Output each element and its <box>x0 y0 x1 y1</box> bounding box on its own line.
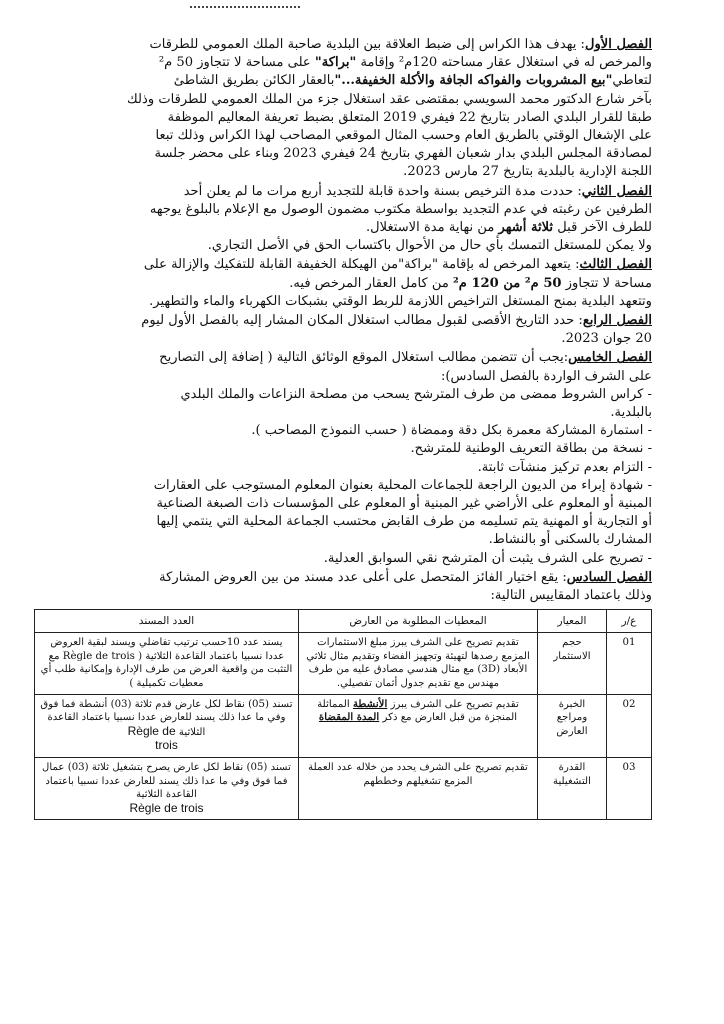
section-2: الفصل الثاني: حددت مدة الترخيص بسنة واحدة قابلة للتجديد أربع مرات ما لم يعلن أحد الطرفين عن رغبته في عدم التجديد بواسطة مكتوب مضمون الوصول مع الإعلام بالبلوغ يوجهه للطرف الآخر قبل ثلاثة أشهر من نهاية مدة الاستغلال. ولا يمكن للمستغل التمسك بأي حال من الأحوال باكتساب الحق في الأصل التجاري. <box>149 183 652 254</box>
section-5: الفصل الخامس:يجب أن تتضمن مطالب استغلال الموقع الوثائق التالية ( إضافة إلى التصاريح على الشرف الواردة بالفصل السادس): - كراس الشروط ممضى من طرف المترشح يسحب من مصلحة النزاعات والملك البلدي بالبلدية. - استمارة المشاركة معمرة بكل دقة وممضاة ( حسب النموذج المصاحب ). - نسخة من بطاقة التعريف الوطنية للمترشح. - التزام بعدم تركيز منشآت ثابتة. - شهادة إبراء من الديون الراجعة للجماعات المحلية بعنوان المعلوم المستوجب على العقارات المبنية أو المعلوم على الأراضي غير المبنية أو المعلوم على المؤسسات ذات الصبغة الصناعية أو التجارية أو المهنية يتم تسليمه من طرف القابض محتسب الجماعة المحلية التي ينتمي إليها المشارك بالسكنى أو بالنشاط. - تصريح على الشرف يثبت أن المترشح نقي السوابق العدلية. <box>78 349 652 567</box>
row-number: 03 <box>607 758 652 820</box>
list-item: - تصريح على الشرف يثبت أن المترشح نقي السوابق العدلية. <box>323 550 652 566</box>
section-2-label: الفصل الثاني <box>581 183 652 199</box>
header-requirement: المعطيات المطلوبة من العارض <box>299 610 538 633</box>
list-item: - نسخة من بطاقة التعريف الوطنية للمترشح. <box>410 441 652 457</box>
row-requirement: تقديم تصريح على الشرف يحدد من خلاله عدد العملة المزمع تشغيلهم وخططهم <box>299 758 538 820</box>
section-4: الفصل الرابع: حدد التاريخ الأقصى لقبول مطالب استغلال المكان المشار إليه بالفصل الأول ليوم 20 جوان 2023. <box>141 313 652 347</box>
row-criterion: القدرة التشغيلية <box>538 758 607 820</box>
list-item: - استمارة المشاركة معمرة بكل دقة وممضاة ( حسب النموذج المصاحب ). <box>251 423 652 439</box>
row-score: تسند (05) نقاط لكل عارض يصرح بتشغيل ثلاثة (03) عمال فما فوق وفي ما عدا ذلك يسند للعارض عددا نسبيا باعتماد القاعدة الثلاثية Règle de trois <box>35 758 299 820</box>
table-row <box>35 694 652 757</box>
section-4-label: الفصل الرابع <box>582 313 652 329</box>
row-requirement: تقديم تصريح على الشرف يبرز الأنشطة المماثلة المنجزة من قبل العارض مع ذكر المدة المقضاة <box>299 694 538 757</box>
row-number: 01 <box>607 633 652 694</box>
row-criterion: الخبرة ومراجع العارض <box>538 694 607 757</box>
list-item: - كراس الشروط ممضى من طرف المترشح يسحب من مصلحة النزاعات والملك البلدي <box>180 386 652 402</box>
row-number: 02 <box>607 694 652 757</box>
section-1-label: الفصل الأول <box>584 37 652 52</box>
header-score: العدد المسند <box>35 610 299 633</box>
table-header-row <box>35 610 652 633</box>
table-row <box>35 758 652 820</box>
section-5-label: الفصل الخامس <box>568 350 652 366</box>
list-item: - التزام بعدم تركيز منشآت ثابتة. <box>477 459 652 475</box>
section-3: الفصل الثالث: يتعهد المرخص له بإقامة "براكة"من الهيكلة الخفيفة القابلة للتفكيك والإزالة على مساحة لا تتجاوز 50 م² من 120 م² من كامل العقار المرخص فيه. وتتعهد البلدية بمنح المستغل التراخيص اللازمة للربط الوقتي بشبكات الكهرباء والماء والتطهير. <box>143 257 652 309</box>
row-requirement: تقديم تصريح على الشرف يبرز مبلغ الاستثمارات المزمع رصدها لتهيئة وتجهيز الفضاء وتقديم مثال ثلاثي الأبعاد (3D) مع مثال هندسي مصادق عليه من طرف مهندس مع تقديم جدول أثمان تفصيلي. <box>299 633 538 694</box>
section-6-label: الفصل السادس <box>566 569 652 585</box>
row-score: يسند عدد 10حسب ترتيب تفاضلي ويسند لبقية العروض عددا نسبيا باعتماد القاعدة الثلاثية ( Règle de trois مع التثبت من واقعية العرض من طرف الإدارة وإمكانية طلب أي معطيات تكميلية ) <box>35 633 299 694</box>
section-3-label: الفصل الثالث <box>579 257 652 273</box>
row-criterion: حجم الاستثمار <box>538 633 607 694</box>
scan-artifact <box>190 0 300 8</box>
list-item: - شهادة إبراء من الديون الراجعة للجماعات المحلية بعنوان المعلوم المستوجب على العقارات <box>153 477 652 493</box>
section-1: الفصل الأول: يهدف هذا الكراس إلى ضبط العلاقة بين البلدية صاحبة الملك العمومي للطرقات والمرخص له في استغلال عقار مساحته 120م² وإقامة "براكة" على مساحة لا تتجاوز 50 م² لتعاطي"بيع المشروبات والفواكه الجافة والأكلة الخفيفة..."بالعقار الكائن بطريق الشاطئ بآخر شارع الدكتور محمد السويسي بمقتضى عقد استغلال جزء من الملك العمومي للطرقات وذلك طبقا للقرار البلدي الصادر بتاريخ 22 فيفري 2019 المتعلق بضبط تعريفة المعاليم الموظفة على الإشغال الوقتي بالطريق العام وحسب المثال الموقعي المصاحب لهذا الكراس وذلك تبعا لمصادقة المجلس البلدي بدار شعبان الفهري بتاريخ 24 فيفري 2023 وبناء على محضر جلسة اللجنة الإدارية بالبلدية بتاريخ 27 مارس 2023. <box>127 37 652 180</box>
table-row <box>35 633 652 694</box>
header-criterion: المعيار <box>538 610 607 633</box>
header-number: ع/ر <box>607 610 652 633</box>
row-score: تسند (05) نقاط لكل عارض قدم ثلاثة (03) أنشطة فما فوق وفي ما عدا ذلك يسند للعارض عددا نسبيا باعتماد القاعدة الثلاثية Règle de trois <box>35 694 299 757</box>
criteria-table <box>34 609 652 820</box>
section-6: الفصل السادس: يقع اختيار الفائز المتحصل على أعلى عدد مسند من بين العروض المشاركة وذلك باعتماد المقاييس التالية: <box>159 569 652 604</box>
